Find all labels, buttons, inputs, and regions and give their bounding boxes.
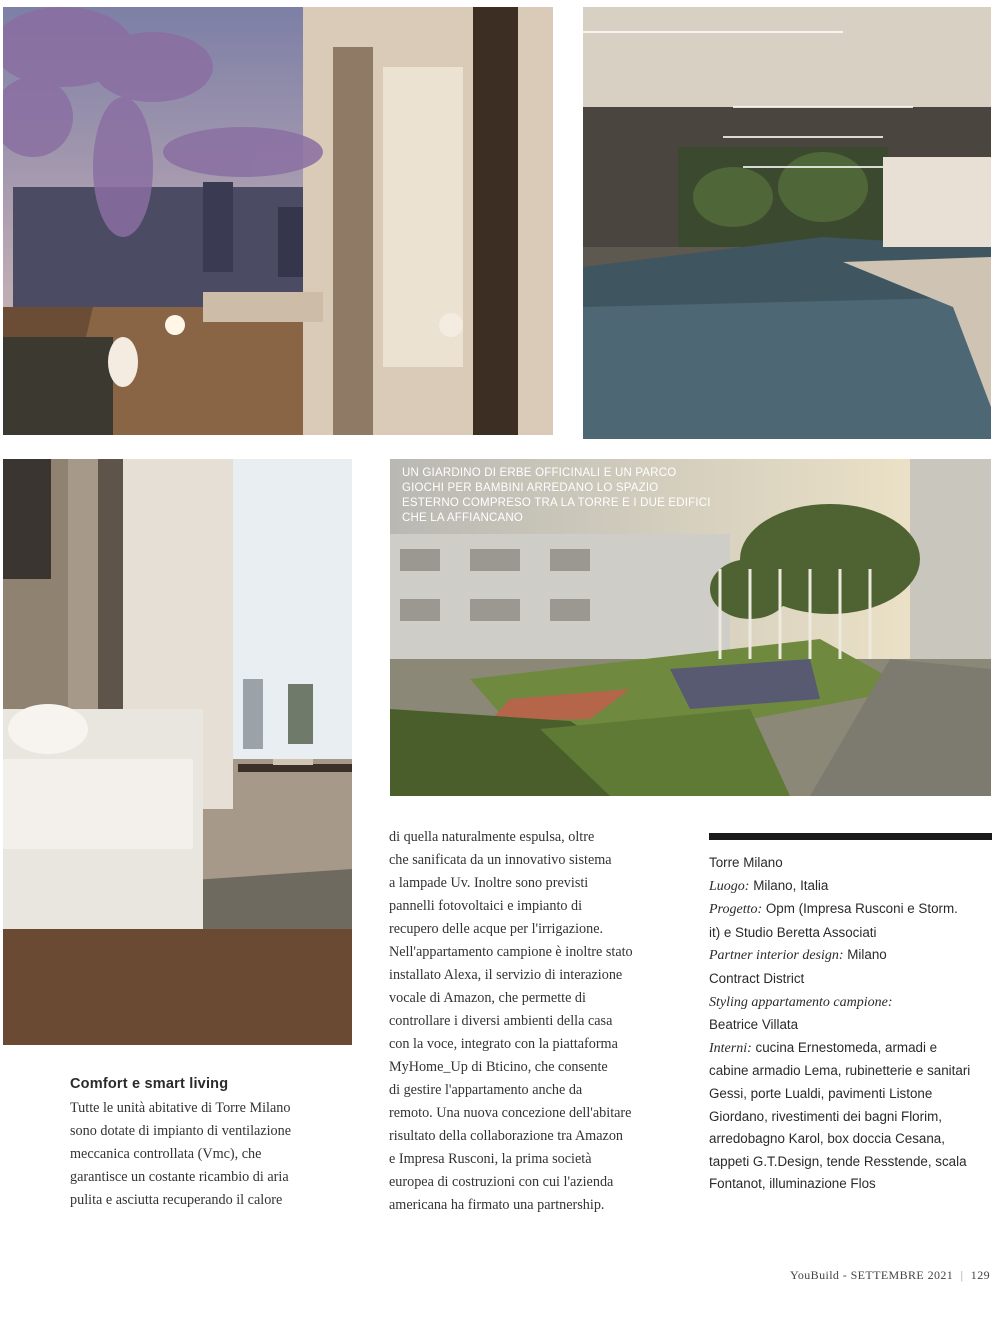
fact-value: Gessi, porte Lualdi, pavimenti Listone [709,1085,933,1101]
body-line: vocale di Amazon, che permette di [389,990,586,1006]
fact-label: Partner interior design: [709,948,844,964]
body-line: sono dotate di impianto di ventilazione [70,1123,292,1139]
body-line: pulita e asciutta recuperando il calore [70,1192,283,1208]
fact-value: Opm (Impresa Rusconi e Storm. [765,901,958,917]
body-line: che sanificata da un innovativo sistema [389,852,612,868]
caption-line: CHE LA AFFIANCANO [402,512,523,524]
photo-living-room [3,459,352,1045]
fact-value: Fontanot, illuminazione Flos [709,1176,876,1192]
caption-line: GIOCHI PER BAMBINI ARREDANO LO SPAZIO [402,482,659,494]
fact-value: tappeti G.T.Design, tende Resstende, scala [709,1153,967,1169]
fact-value: it) e Studio Beretta Associati [709,924,877,940]
body-line: controllare i diversi ambienti della casa [389,1013,613,1029]
fact-sheet-rule [709,833,992,840]
body-line: recupero delle acque per l'irrigazione. [389,921,604,937]
fact-value: arredobagno Karol, box doccia Cesana, [709,1131,945,1147]
fact-value: Giordano, rivestimenti dei bagni Florim, [709,1108,942,1124]
fact-value: Milano [847,947,887,963]
body-line: garantisce un costante ricambio di aria [70,1169,289,1185]
body-line: Nell'appartamento campione è inoltre stato [389,944,633,960]
photo-indoor-pool [583,7,991,439]
page-number: 129 [970,1268,990,1282]
section-heading: Comfort e smart living [70,1076,229,1092]
body-line: americana ha firmato una partnership. [389,1197,605,1213]
footer-separator: | [960,1268,964,1282]
fact-luogo [709,875,992,899]
fact-value: cucina Ernestomeda, armadi e [755,1039,938,1055]
issue-date: SETTEMBRE 2021 [850,1268,954,1282]
magazine-name: YouBuild [790,1268,840,1282]
fact-value: Beatrice Villata [709,1017,799,1033]
fact-styling [709,991,992,1015]
footer-dash: - [842,1268,848,1282]
body-line: remoto. Una nuova concezione dell'abitare [389,1105,632,1121]
body-line: pannelli fotovoltaici e impianto di [389,898,583,914]
fact-label: Luogo: [709,878,750,894]
fact-sheet [709,833,992,1196]
body-line: di quella naturalmente espulsa, oltre [389,829,595,845]
page-footer [790,1268,990,1283]
fact-progetto [709,898,992,922]
fact-label: Styling appartamento campione: [709,994,893,1010]
caption-line: UN GIARDINO DI ERBE OFFICINALI E UN PARCO [402,467,677,479]
body-line: meccanica controllata (Vmc), che [70,1146,262,1162]
body-line: con la voce, integrato con la piattaforma [389,1036,618,1052]
fact-label: Interni: [709,1040,752,1056]
body-line: europea di costruzioni con cui l'azienda [389,1174,614,1190]
fact-value: Contract District [709,970,805,986]
fact-sheet-title: Torre Milano [709,855,783,870]
body-line: Tutte le unità abitative di Torre Milano [70,1100,291,1116]
article-column-2 [389,826,689,1217]
fact-label: Progetto: [709,902,763,918]
fact-value: cabine armadio Lema, rubinetterie e sanitari [709,1063,971,1079]
article-column-1 [70,1076,340,1212]
caption-line: ESTERNO COMPRESO TRA LA TORRE E I DUE EDIFICI [402,497,711,509]
body-line: risultato della collaborazione tra Amazon [389,1128,624,1144]
body-line: installato Alexa, il servizio di interazione [389,967,623,983]
body-line: a lampade Uv. Inoltre sono previsti [389,875,589,891]
fact-partner [709,944,992,968]
body-line: e Impresa Rusconi, la prima società [389,1151,592,1167]
photo-terrace-wisteria [3,7,553,435]
photo-caption [402,466,722,526]
body-line: MyHome_Up di Bticino, che consente [389,1059,608,1075]
body-line: di gestire l'appartamento anche da [389,1082,583,1098]
fact-interni [709,1037,992,1061]
fact-value: Milano, Italia [753,877,829,893]
